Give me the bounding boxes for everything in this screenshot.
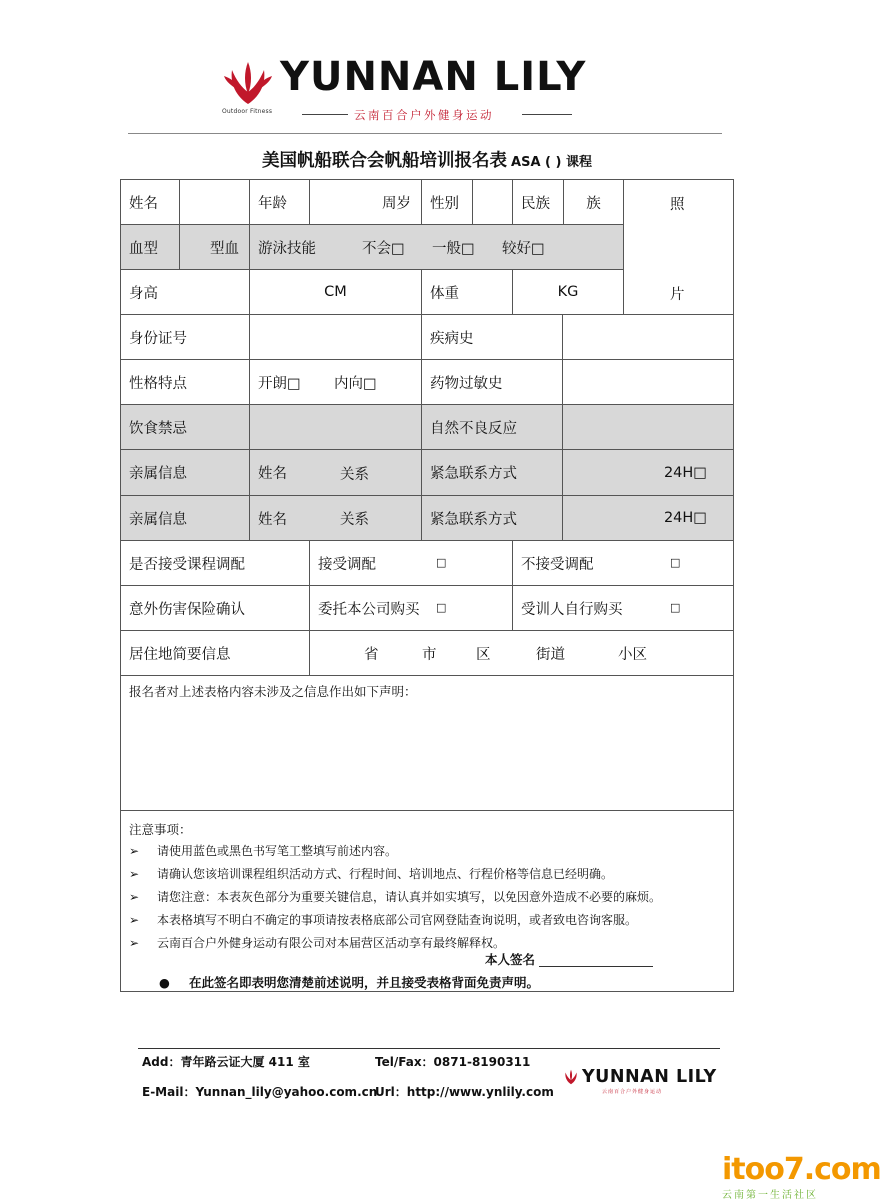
reject-checkbox[interactable]: □ (670, 556, 681, 569)
swim-skill-row (250, 225, 624, 270)
divider (302, 114, 348, 115)
header-rule (128, 133, 722, 134)
label-height: 身高 (121, 270, 250, 315)
ethnicity-field[interactable] (564, 180, 624, 225)
community-label: 小区 (618, 647, 647, 663)
label-course-adjust: 是否接受课程调配 (121, 541, 310, 586)
insurance-company[interactable] (310, 586, 513, 631)
city-label: 市 (422, 647, 437, 663)
note-item: ➢ 请使用蓝色或黑色书写笔工整填写前述内容。 (129, 844, 398, 858)
label-gender: 性别 (422, 180, 473, 225)
lily-flower-icon (222, 60, 274, 106)
self-label: 受训人自行购买 (521, 601, 623, 618)
ethnicity-unit: 族 (586, 195, 601, 212)
divider (522, 114, 572, 115)
title-sub: ASA ( ) 课程 (511, 155, 592, 170)
label-blood: 血型 (121, 225, 180, 270)
footer-brand: YUNNAN LILY (582, 1067, 717, 1087)
label-allergy: 药物过敏史 (422, 360, 563, 405)
kin-2-relation-label: 关系 (340, 512, 369, 528)
kin-2-24h[interactable]: 24H□ (663, 510, 707, 526)
blood-field[interactable] (180, 225, 250, 270)
label-ethnicity: 民族 (513, 180, 564, 225)
arrow-icon: ➢ (129, 890, 140, 904)
personality-options (250, 360, 422, 405)
declaration-box[interactable] (121, 676, 733, 811)
kin-2-contact-field[interactable] (563, 496, 733, 541)
weight-field[interactable] (513, 270, 624, 315)
signature-label: 本人签名 (485, 952, 536, 967)
page-title (120, 147, 734, 172)
name-field[interactable] (180, 180, 250, 225)
disease-field[interactable] (563, 315, 733, 360)
kin-2-contact-label: 紧急联系方式 (422, 496, 563, 541)
photo-label-2: 片 (670, 287, 685, 303)
photo-box[interactable] (624, 180, 733, 315)
footer-logo (562, 1068, 722, 1096)
brand-tagline-small: Outdoor Fitness (222, 108, 273, 115)
id-field[interactable] (250, 315, 422, 360)
registration-form (120, 179, 734, 992)
company-label: 委托本公司购买 (318, 601, 420, 618)
accept-label: 接受调配 (318, 556, 376, 573)
arrow-icon: ➢ (129, 867, 140, 881)
personality-introvert[interactable]: 内向□ (334, 376, 377, 392)
label-name: 姓名 (121, 180, 180, 225)
note-item: ➢ 请您注意：本表灰色部分为重要关键信息，请认真并如实填写，以免因意外造成不必要的麻烦。 (129, 890, 662, 904)
kin-2-info[interactable] (250, 496, 422, 541)
arrow-icon: ➢ (129, 913, 140, 927)
note-item: ➢ 本表格填写不明白不确定的事项请按表格底部公司官网登陆查询说明，或者致电咨询客服。 (129, 913, 638, 927)
brand-name-cn: 云南百合户外健身运动 (354, 108, 494, 122)
gender-field[interactable] (473, 180, 513, 225)
signature-note: ● 在此签名即表明您清楚前述说明，并且接受表格背面免责声明。 (159, 975, 540, 990)
age-unit: 周岁 (382, 195, 411, 212)
kin-1-relation-label: 关系 (340, 467, 369, 483)
swim-option-average[interactable]: 一般□ (432, 241, 475, 257)
bullet-icon: ● (159, 975, 170, 990)
notes-title: 注意事项： (129, 822, 192, 837)
note-item: ➢ 云南百合户外健身运动有限公司对本届营区活动享有最终解释权。 (129, 936, 506, 950)
signature-line[interactable] (539, 966, 653, 967)
title-main: 美国帆船联合会帆船培训报名表 (262, 151, 508, 171)
arrow-icon: ➢ (129, 936, 140, 950)
insurance-self[interactable] (513, 586, 733, 631)
height-unit: CM (324, 284, 347, 300)
residence-field[interactable] (310, 631, 733, 676)
arrow-icon: ➢ (129, 844, 140, 858)
header-logo (222, 54, 642, 130)
street-label: 街道 (536, 647, 565, 663)
swim-option-good[interactable]: 较好□ (502, 241, 545, 257)
declaration-text: 报名者对上述表格内容未涉及之信息作出如下声明： (129, 684, 417, 699)
label-age: 年龄 (250, 180, 310, 225)
course-adjust-reject[interactable] (513, 541, 733, 586)
reject-label: 不接受调配 (521, 556, 594, 573)
footer-email[interactable]: E-Mail：Yunnan_lily@yahoo.com.cn (142, 1085, 378, 1099)
company-checkbox[interactable]: □ (436, 601, 447, 614)
watermark (718, 1152, 881, 1201)
province-label: 省 (364, 647, 379, 663)
watermark-text: itoo7.com (722, 1152, 881, 1187)
label-swim: 游泳技能 (258, 240, 316, 257)
kin-1-contact-field[interactable] (563, 450, 733, 496)
footer-url[interactable]: Url：http://www.ynlily.com (375, 1085, 554, 1099)
adverse-field[interactable] (563, 405, 733, 450)
footer-tel: Tel/Fax：0871-8190311 (375, 1055, 531, 1069)
diet-field[interactable] (250, 405, 422, 450)
kin-2-name-label: 姓名 (258, 511, 287, 528)
photo-label-1: 照 (670, 197, 685, 213)
note-item: ➢ 请确认您该培训课程组织活动方式、行程时间、培训地点、行程价格等信息已经明确。 (129, 867, 614, 881)
kin-1-name-label: 姓名 (258, 466, 287, 482)
footer-brand-cn: 云南百合户外健身运动 (602, 1089, 663, 1095)
swim-option-none[interactable]: 不会□ (362, 241, 405, 257)
label-disease: 疾病史 (422, 315, 563, 360)
weight-unit: KG (557, 284, 579, 300)
blood-unit: 型血 (210, 240, 239, 257)
personality-outgoing[interactable]: 开朗□ (258, 375, 301, 392)
label-adverse: 自然不良反应 (422, 405, 563, 450)
self-checkbox[interactable]: □ (670, 601, 681, 614)
watermark-subtext: 云南第一生活社区 (722, 1190, 818, 1201)
kin-1-info[interactable] (250, 450, 422, 496)
label-kin-2: 亲属信息 (121, 496, 250, 541)
label-id: 身份证号 (121, 315, 250, 360)
label-diet: 饮食禁忌 (121, 405, 250, 450)
course-adjust-accept[interactable] (310, 541, 513, 586)
footer-rule (138, 1048, 720, 1049)
accept-checkbox[interactable]: □ (436, 556, 447, 569)
footer-address: Add：青年路云证大厦 411 室 (142, 1055, 310, 1069)
age-field[interactable] (310, 180, 422, 225)
label-personality: 性格特点 (121, 360, 250, 405)
label-kin-1: 亲属信息 (121, 450, 250, 496)
label-weight: 体重 (422, 270, 513, 315)
label-insurance: 意外伤害保险确认 (121, 586, 310, 631)
kin-1-contact-label: 紧急联系方式 (422, 450, 563, 496)
label-residence: 居住地简要信息 (121, 631, 310, 676)
height-field[interactable] (250, 270, 422, 315)
district-label: 区 (476, 647, 491, 663)
brand-name: YUNNAN LILY (280, 54, 587, 100)
kin-1-24h[interactable]: 24H□ (663, 464, 707, 481)
lily-flower-icon (562, 1068, 580, 1086)
allergy-field[interactable] (563, 360, 733, 405)
